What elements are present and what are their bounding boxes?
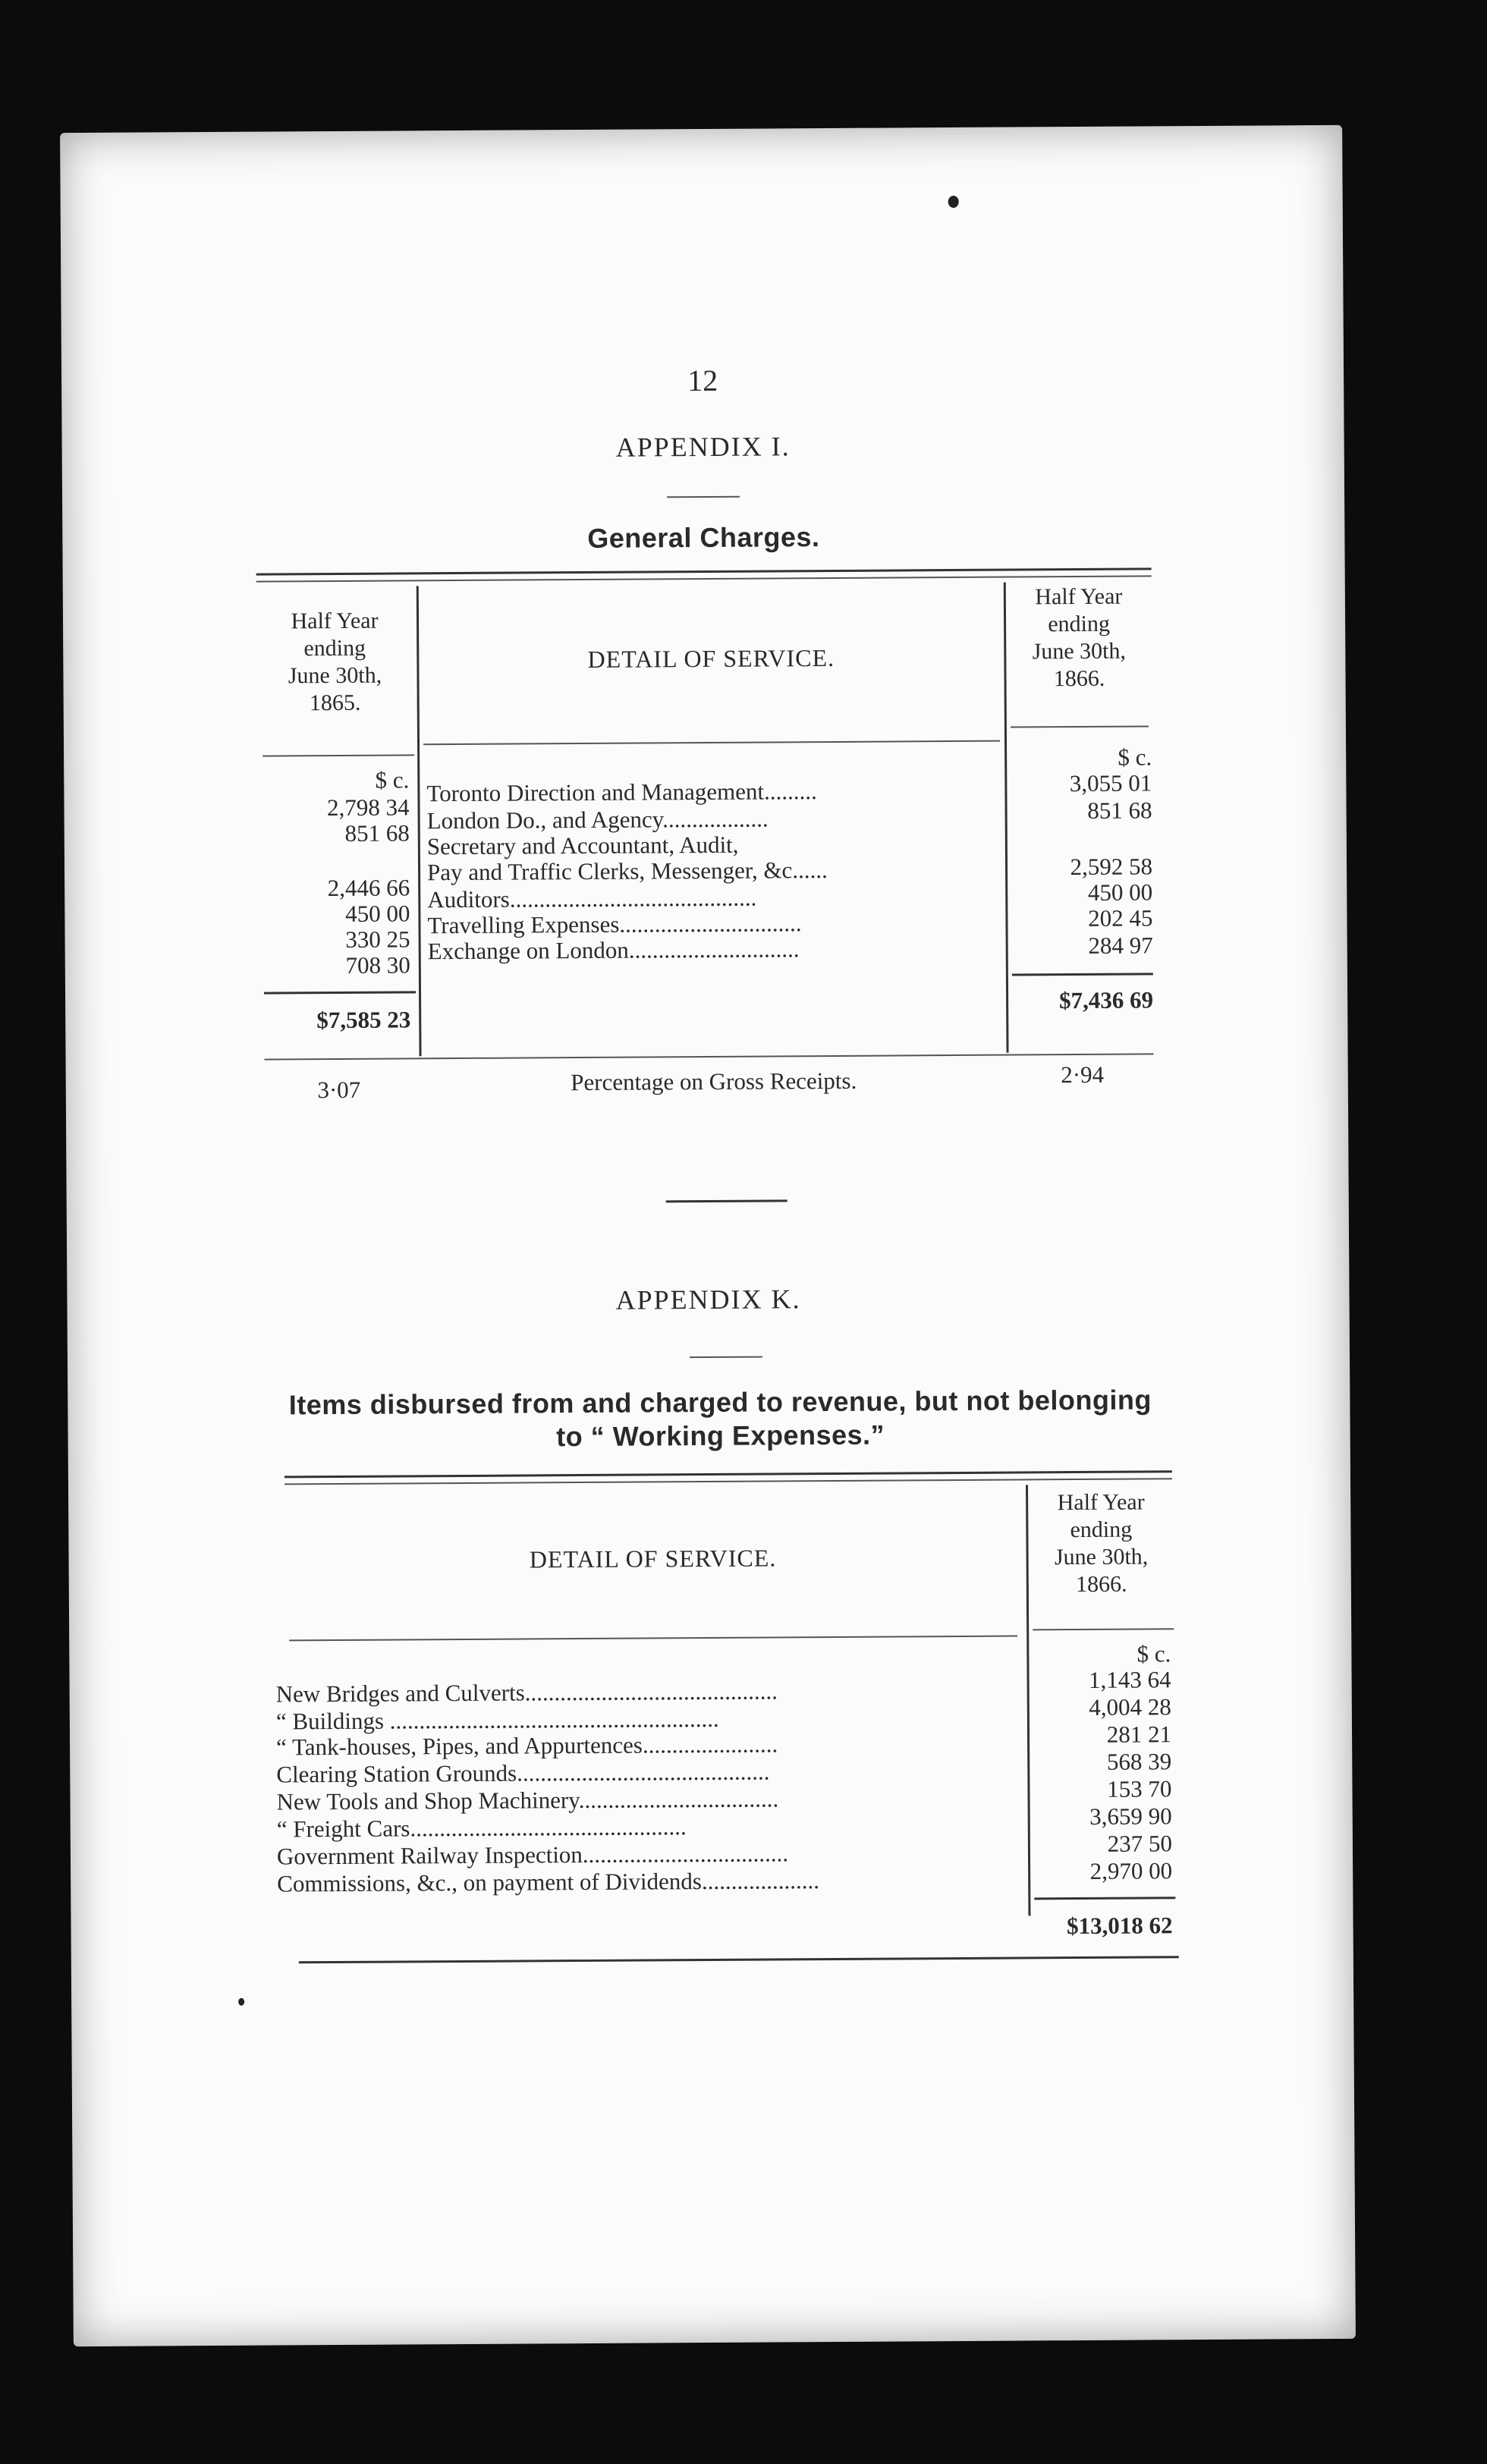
table-row-right-value: 450 00 — [1087, 878, 1153, 906]
table-row-detail: Auditors.......................................... — [427, 884, 757, 913]
table-i-detail-header: DETAIL OF SERVICE. — [587, 643, 835, 673]
header-line: ending — [303, 635, 366, 662]
percentage-left: 3·07 — [317, 1076, 361, 1104]
header-line: Half Year — [1057, 1489, 1145, 1516]
ink-speck — [238, 1998, 244, 2006]
table-row-value: 3,659 90 — [1089, 1802, 1172, 1830]
table-row-detail: Travelling Expenses............................... — [427, 910, 802, 939]
table-row-detail: “ Freight Cars............................................... — [276, 1813, 687, 1843]
table-row-value: 2,970 00 — [1089, 1857, 1173, 1884]
divider — [690, 1356, 762, 1359]
header-line: June 30th, — [1054, 1544, 1149, 1570]
header-underline — [289, 1636, 1017, 1642]
table-row-detail: New Bridges and Culverts........................................... — [275, 1677, 778, 1708]
percentage-label: Percentage on Gross Receipts. — [571, 1067, 857, 1096]
page-number: 12 — [687, 363, 718, 398]
table-row-detail: Commissions, &c., on payment of Dividends.................... — [277, 1867, 820, 1897]
total-left: $7,585 23 — [316, 1006, 411, 1034]
table-row-left-value: 2,446 66 — [327, 874, 410, 902]
header-line: 1866. — [1053, 665, 1105, 692]
header-line: ending — [1070, 1516, 1133, 1543]
currency-label: $ c. — [375, 766, 410, 794]
currency-label: $ c. — [1136, 1640, 1171, 1667]
appendix-k-title-line1: Items disbursed from and charged to revenue, but not belonging — [288, 1384, 1152, 1421]
table-row-detail: New Tools and Shop Machinery.................................. — [276, 1785, 779, 1815]
table-k-top-rule-2 — [285, 1478, 1172, 1485]
table-row-right-value: 2,592 58 — [1070, 853, 1153, 881]
header-underline — [423, 740, 1000, 746]
percentage-right: 2·94 — [1061, 1061, 1105, 1089]
table-k-bottom-rule — [299, 1956, 1179, 1963]
table-row-left-value: 2,798 34 — [326, 794, 410, 822]
header-line: Half Year — [291, 608, 379, 634]
header-underline — [263, 754, 414, 756]
total-rule — [1012, 973, 1153, 976]
table-row-detail: Toronto Direction and Management......... — [426, 778, 817, 807]
header-line: June 30th, — [288, 662, 382, 689]
currency-label: $ c. — [1118, 743, 1152, 771]
table-row-detail: London Do., and Agency.................. — [426, 805, 769, 834]
appendix-i-heading: APPENDIX I. — [615, 431, 791, 463]
table-i-top-rule — [256, 567, 1152, 575]
table-row-value: 1,143 64 — [1088, 1666, 1171, 1693]
header-line: ending — [1048, 611, 1111, 637]
total-rule — [1034, 1897, 1175, 1900]
table-row-value: 237 50 — [1107, 1830, 1173, 1857]
appendix-k-heading: APPENDIX K. — [615, 1284, 801, 1315]
table-row-right-value: 3,055 01 — [1069, 769, 1152, 797]
table-row-left-value: 330 25 — [345, 926, 410, 953]
header-underline — [1011, 725, 1149, 728]
total-value: $13,018 62 — [1066, 1912, 1173, 1940]
table-row-detail: Exchange on London............................. — [427, 935, 800, 965]
table-k-detail-header: DETAIL OF SERVICE. — [529, 1544, 777, 1573]
appendix-k-title-line2: to “ Working Expenses.” — [556, 1419, 885, 1453]
table-row-value: 568 39 — [1106, 1748, 1172, 1775]
table-row-right-value: 851 68 — [1087, 797, 1152, 824]
header-underline — [1033, 1628, 1174, 1630]
table-row-left-value: 708 30 — [345, 951, 410, 979]
table-i-right-header — [1007, 583, 1152, 693]
table-i-bottom-rule — [265, 1053, 1154, 1060]
table-i-top-rule-2 — [256, 575, 1152, 582]
header-line: 1866. — [1075, 1571, 1127, 1598]
total-right: $7,436 69 — [1059, 986, 1154, 1014]
ink-speck — [948, 196, 959, 208]
section-separator — [666, 1199, 788, 1202]
table-row-detail: “ Tank-houses, Pipes, and Appurtences....................... — [275, 1730, 778, 1761]
table-row-detail: Government Railway Inspection................................... — [276, 1840, 789, 1870]
divider — [667, 496, 740, 498]
table-row-left-value: 450 00 — [345, 900, 410, 927]
table-row-detail: “ Buildings ........................................................ — [275, 1705, 719, 1735]
table-row-value: 4,004 28 — [1089, 1693, 1171, 1721]
total-rule — [264, 991, 416, 994]
header-line: 1865. — [309, 690, 361, 716]
document-page — [60, 125, 1356, 2346]
table-row-detail: Clearing Station Grounds........................................... — [276, 1758, 770, 1788]
table-row-right-value: 202 45 — [1088, 904, 1153, 932]
table-row-left-value: 851 68 — [344, 819, 410, 847]
table-row-detail: Pay and Traffic Clerks, Messenger, &c...... — [426, 856, 828, 886]
table-i-left-header — [256, 607, 413, 717]
appendix-i-title: General Charges. — [587, 521, 820, 554]
table-row-value: 153 70 — [1107, 1775, 1172, 1802]
header-line: Half Year — [1035, 583, 1123, 610]
table-row-value: 281 21 — [1106, 1721, 1172, 1748]
header-line: June 30th, — [1032, 638, 1127, 665]
table-k-right-header — [1029, 1488, 1174, 1598]
table-row-detail: Secretary and Accountant, Audit, — [426, 831, 739, 860]
table-k-top-rule — [285, 1470, 1172, 1478]
table-row-right-value: 284 97 — [1088, 932, 1153, 959]
